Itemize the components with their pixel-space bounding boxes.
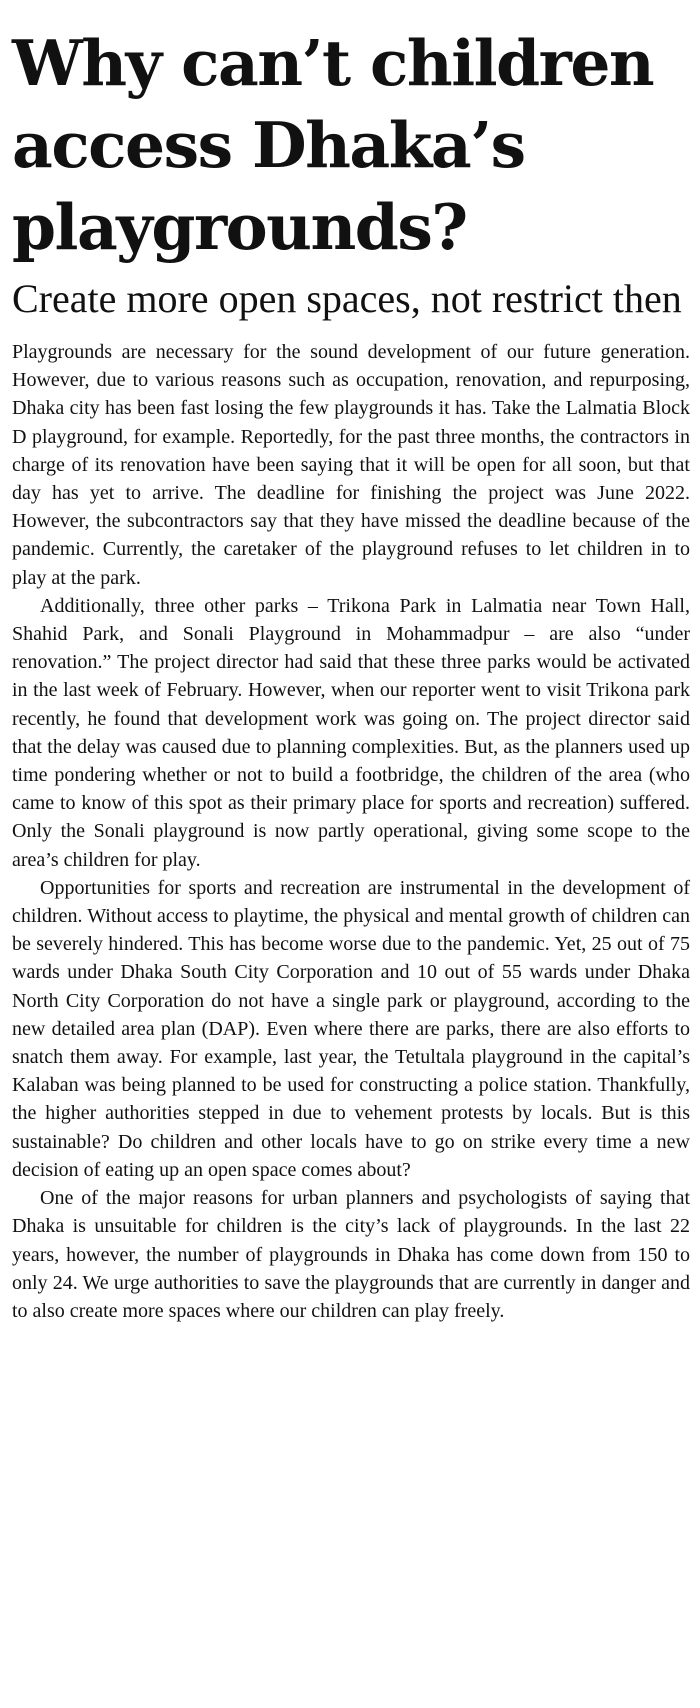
paragraph: One of the major reasons for urban planners and psychologists of saying that Dhaka is unsuitable for children is the city’s lack of playgrounds. In the last 22 years, however, the number of playgrounds in Dhaka has come down from 150 to only 24. We urge authorities to save the playgrounds that are currently in danger and to also create more spaces where our children can play freely.: [12, 1187, 690, 1322]
paragraph: Additionally, three other parks – Trikona Park in Lalmatia near Town Hall, Shahid Park, and Sonali Playground in Mohammadpur – are also “under renovation.” The project director had said that these three parks would be activated in the last week of February. However, when our reporter went to visit Trikona park recently, he found that development work was going on. The project director said that the delay was caused due to planning complexities. But, as the planners used up time pondering whether or not to build a footbridge, the children of the area (who came to know of this spot as their primary place for sports and recreation) suffered. Only the Sonali playground is now partly operational, giving some scope to the area’s children for play.: [12, 594, 690, 871]
article-body: [12, 338, 690, 1325]
headline: Why can’t children access Dhaka’s playgrounds?: [12, 26, 654, 264]
paragraph: Opportunities for sports and recreation are instrumental in the development of children. Without access to playtime, the physical and mental growth of children can be severely hindered. This has become worse due to the pandemic. Yet, 25 out of 75 wards under Dhaka South City Corporation and 10 out of 55 wards under Dhaka North City Corporation do not have a single park or playground, according to the new detailed area plan (DAP). Even where there are parks, there are also efforts to snatch them away. For example, last year, the Tetultala playground in the capital’s Kalaban was being planned to be used for constructing a police station. Thankfully, the higher authorities stepped in due to vehement protests by locals. But is this sustainable? Do children and other locals have to go on strike every time a new decision of eating up an open space comes about?: [12, 876, 690, 1181]
subheadline: Create more open spaces, not restrict then: [12, 276, 682, 321]
paragraph: Playgrounds are necessary for the sound development of our future generation. However, due to various reasons such as occupation, renovation, and repurposing, Dhaka city has been fast losing the few playgrounds it has. Take the Lalmatia Block D playground, for example. Reportedly, for the past three months, the contractors in charge of its renovation have been saying that it will be open for all soon, but that day has yet to arrive. The deadline for finishing the project was June 2022. However, the subcontractors say that they have missed the deadline because of the pandemic. Currently, the caretaker of the playground refuses to let children in to play at the park.: [12, 341, 690, 589]
